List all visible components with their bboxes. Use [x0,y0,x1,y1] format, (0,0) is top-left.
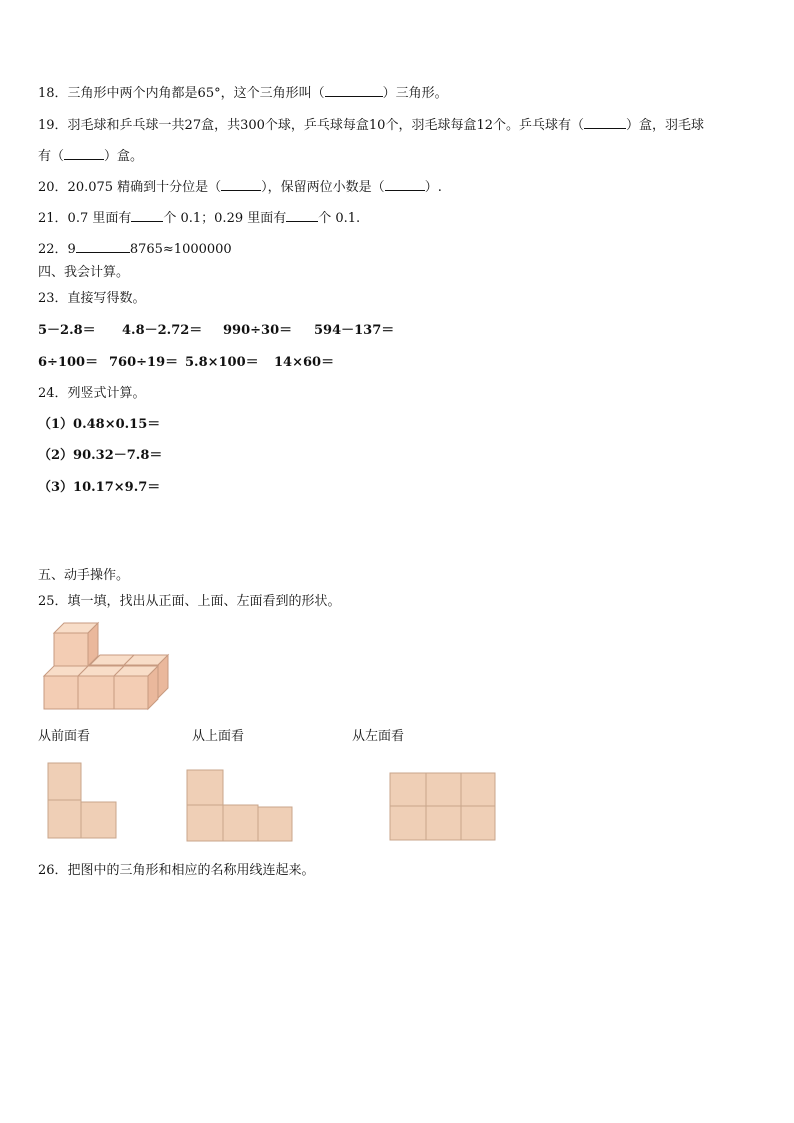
left-view-shape [389,772,497,842]
answer-blank[interactable] [584,116,626,129]
calc-item: 14×60＝ [274,355,335,370]
question-25-title: 25．填一填，找出从正面、上面、左面看到的形状。 [38,594,341,609]
q24-item-3: （3）10.17×9.7＝ [38,480,161,495]
q22-text-a: 22．9 [38,242,76,257]
question-26-title: 26．把图中的三角形和相应的名称用线连起来。 [38,863,315,878]
question-22 [38,240,232,258]
q24-item-2: （2）90.32－7.8＝ [38,448,163,463]
q24-item-1: （1）0.48×0.15＝ [38,417,161,432]
answer-blank[interactable] [64,147,104,160]
q18-text-a: 18．三角形中两个内角都是65°，这个三角形叫（ [38,86,325,101]
answer-blank[interactable] [76,240,130,253]
question-24-title: 24．列竖式计算。 [38,386,146,401]
view-label-left: 从左面看 [352,729,405,744]
answer-blank[interactable] [325,84,383,97]
q21-text-c: 个 0.1. [318,211,361,226]
question-21 [38,209,360,227]
question-18 [38,84,448,102]
question-20 [38,178,442,196]
q20-text-c: ）. [424,180,442,195]
calc-item: 760÷19＝ [109,355,179,370]
calc-item: 5－2.8＝ [38,323,96,338]
top-view-shape [186,769,294,843]
question-19-line-2 [38,147,143,165]
front-view-shape [46,762,120,840]
answer-blank[interactable] [286,209,318,222]
calc-item: 594－137＝ [314,323,395,338]
q22-text-b: 8765≈1000000 [129,242,232,257]
question-23-title: 23．直接写得数。 [38,291,146,306]
answer-blank[interactable] [385,178,425,191]
q19-text-c: 有（ [38,149,65,164]
q19-text-d: ）盒。 [104,149,144,164]
calc-item: 4.8－2.72＝ [122,323,203,338]
q18-text-b: ）三角形。 [382,86,448,101]
q21-text-b: 个 0.1；0.29 里面有 [163,211,287,226]
q21-text-a: 21．0.7 里面有 [38,211,132,226]
answer-blank[interactable] [131,209,163,222]
calc-item: 6÷100＝ [38,355,99,370]
section-heading-5: 五、动手操作。 [38,568,130,583]
view-label-top: 从上面看 [192,729,245,744]
calc-item: 5.8×100＝ [185,355,259,370]
answer-blank[interactable] [221,178,261,191]
q19-text-a: 19．羽毛球和乒乓球一共27盒，共300个球，乒乓球每盒10个，羽毛球每盒12个。乒乓球有（ [38,118,584,133]
section-heading-4: 四、我会计算。 [38,265,130,280]
q20-text-b: ），保留两位小数是（ [261,180,385,195]
cube-stack-figure [42,620,172,715]
calc-item: 990÷30＝ [223,323,293,338]
question-19-line-1 [38,116,704,134]
view-label-front: 从前面看 [38,729,91,744]
q19-text-b: ）盒，羽毛球 [625,118,704,133]
q20-text-a: 20．20.075 精确到十分位是（ [38,180,222,195]
